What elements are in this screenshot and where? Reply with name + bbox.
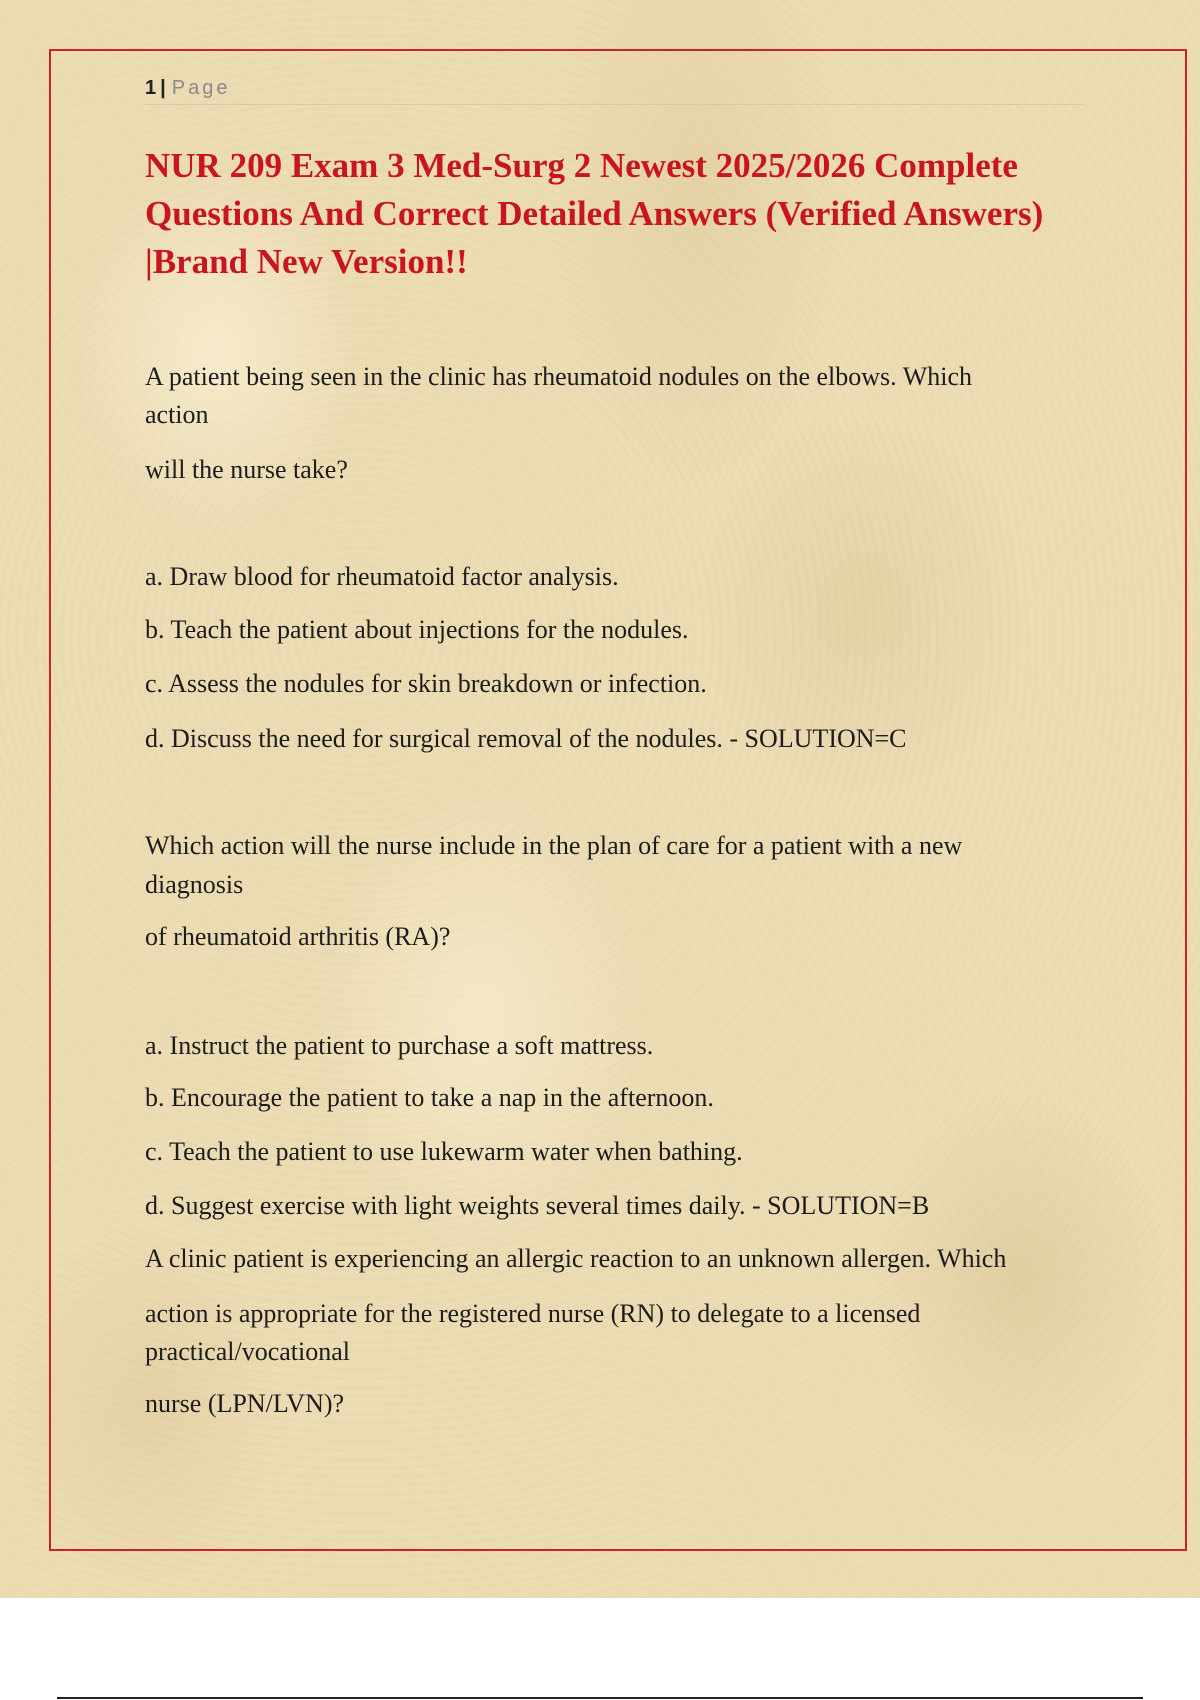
question-2-stem-line-1: Which action will the nurse include in the plan of care for a patient with a new xyxy=(145,831,963,860)
question-2-option-c: c. Teach the patient to use lukewarm water when bathing. xyxy=(145,1137,743,1166)
question-2-option-a: a. Instruct the patient to purchase a soft mattress. xyxy=(145,1031,654,1060)
page-header-separator: | xyxy=(160,77,166,99)
question-1-stem-line-1: A patient being seen in the clinic has rheumatoid nodules on the elbows. Which xyxy=(145,362,972,391)
title-line-1: NUR 209 Exam 3 Med-Surg 2 Newest 2025/2026 Complete xyxy=(145,146,1018,185)
page-number: 1 xyxy=(145,77,157,99)
question-3-stem-line-1: A clinic patient is experiencing an allergic reaction to an unknown allergen. Which xyxy=(145,1244,1007,1273)
question-2-stem-line-2: diagnosis xyxy=(145,870,244,899)
page-header xyxy=(145,74,1085,105)
title-line-2: Questions And Correct Detailed Answers (Verified Answers) xyxy=(145,194,1044,233)
document-title xyxy=(145,142,1105,286)
question-3-stem-line-3: practical/vocational xyxy=(145,1337,351,1366)
footer-rule xyxy=(57,1697,1143,1699)
title-line-3: |Brand New Version!! xyxy=(145,242,468,281)
question-3-stem-line-4: nurse (LPN/LVN)? xyxy=(145,1389,345,1418)
question-2-option-d: d. Suggest exercise with light weights several times daily. - SOLUTION=B xyxy=(145,1191,930,1220)
question-3-stem-line-2: action is appropriate for the registered nurse (RN) to delegate to a licensed xyxy=(145,1299,921,1328)
question-1-stem-line-3: will the nurse take? xyxy=(145,455,348,484)
question-1-stem-line-2: action xyxy=(145,400,209,429)
question-1-option-b: b. Teach the patient about injections for the nodules. xyxy=(145,615,689,644)
page-header-word: Page xyxy=(171,77,231,99)
question-1-option-c: c. Assess the nodules for skin breakdown or infection. xyxy=(145,669,707,698)
question-1-option-d: d. Discuss the need for surgical removal of the nodules. - SOLUTION=C xyxy=(145,724,907,753)
question-1-option-a: a. Draw blood for rheumatoid factor analysis. xyxy=(145,562,619,591)
question-2-option-b: b. Encourage the patient to take a nap in the afternoon. xyxy=(145,1083,714,1112)
question-2-stem-line-3: of rheumatoid arthritis (RA)? xyxy=(145,922,451,951)
